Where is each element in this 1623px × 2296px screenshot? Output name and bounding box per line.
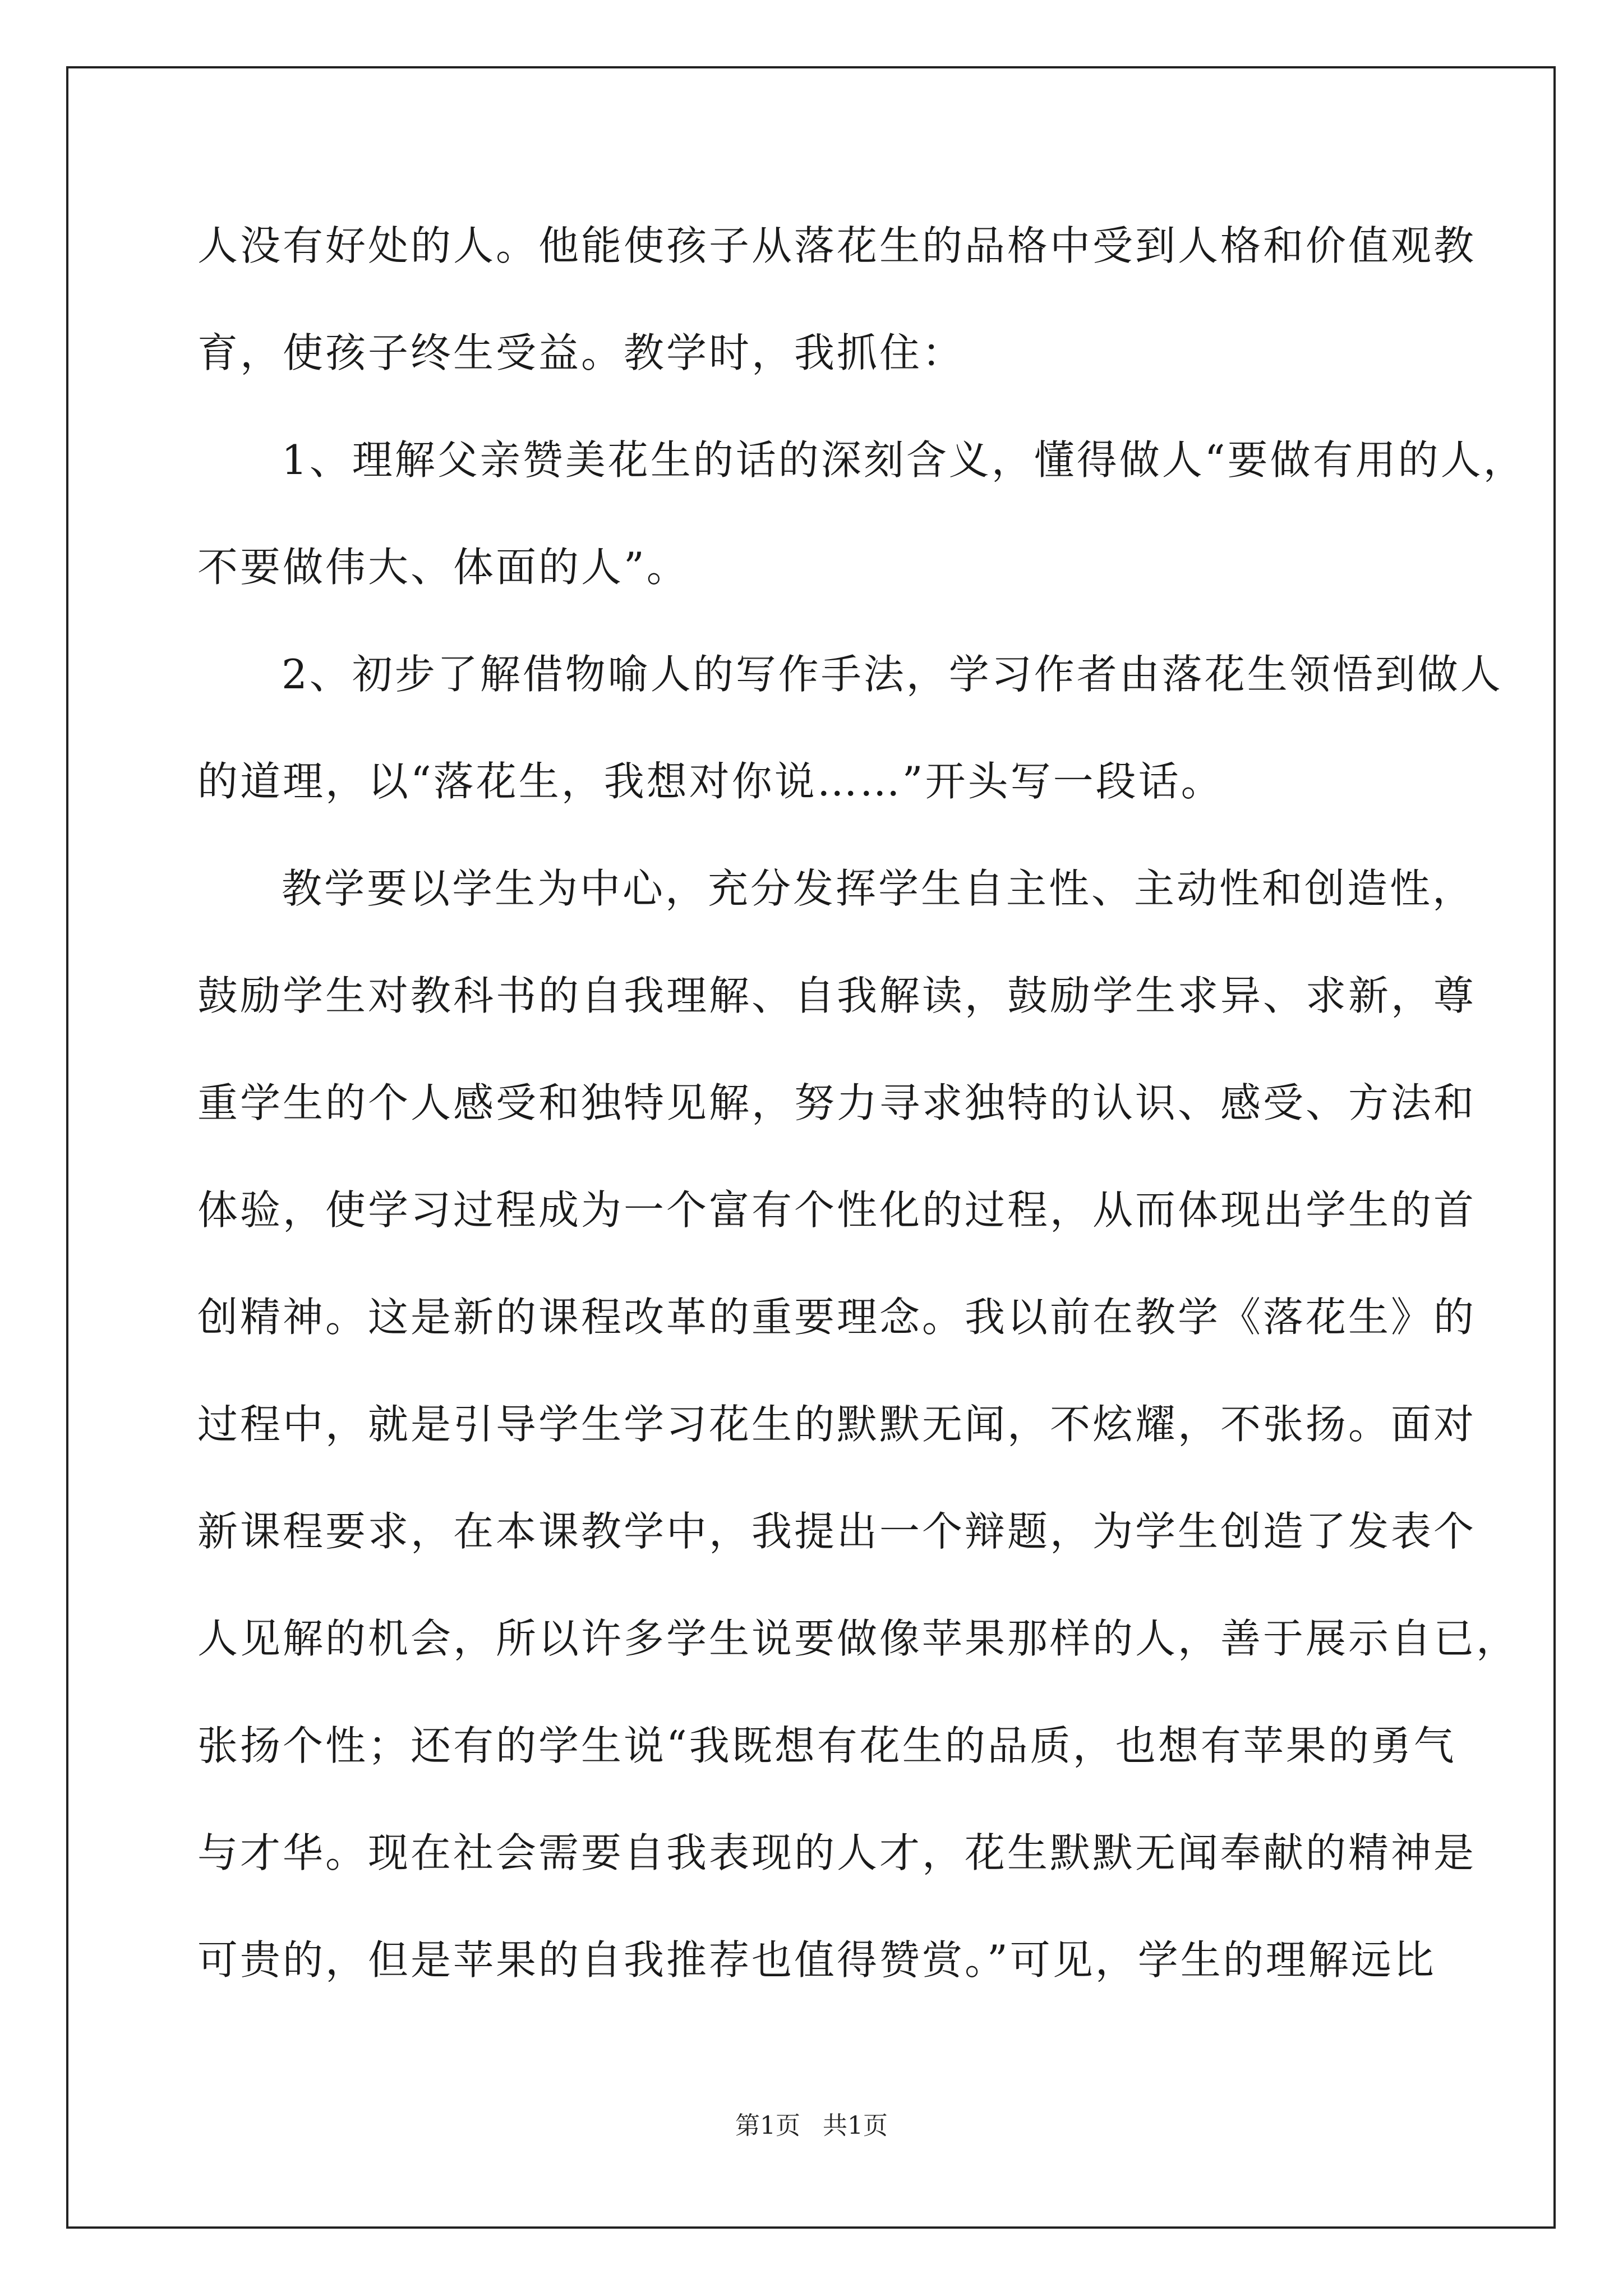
text-line: 过程中，就是引导学生学习花生的默默无闻，不炫耀，不张扬。面对 [197,1401,1477,1448]
text-line: 的道理，以“落花生，我想对你说……”开头写一段话。 [197,758,1224,805]
document-body [197,219,1526,2040]
text-line: 创精神。这是新的课程改革的重要理念。我以前在教学《落花生》的 [197,1294,1477,1341]
text-line: 重学生的个人感受和独特见解，努力寻求独特的认识、感受、方法和 [197,1079,1477,1126]
page-total: 共1页 [823,2111,888,2140]
text-line: 人见解的机会，所以许多学生说要做像苹果那样的人，善于展示自已， [197,1615,1519,1662]
page-number: 第1页 [735,2111,800,2140]
text-line: 体验，使学习过程成为一个富有个性化的过程，从而体现出学生的首 [197,1186,1477,1234]
text-line: 鼓励学生对教科书的自我理解、自我解读，鼓励学生求异、求新，尊 [197,972,1477,1019]
text-line: 不要做伟大、体面的人”。 [197,544,689,591]
text-line: 教学要以学生为中心，充分发挥学生自主性、主动性和创造性， [282,865,1476,912]
text-line: 与才华。现在社会需要自我表现的人才，花生默默无闻奉献的精神是 [197,1829,1477,1876]
text-line: 可贵的，但是苹果的自我推荐也值得赞赏。”可见，学生的理解远比 [197,1936,1436,1984]
text-line: 新课程要求，在本课教学中，我提出一个辩题，为学生创造了发表个 [197,1508,1477,1555]
text-line: 1、理解父亲赞美花生的话的深刻含义，懂得做人“要做有用的人， [282,436,1526,484]
text-line: 张扬个性；还有的学生说“我既想有花生的品质，也想有苹果的勇气 [197,1722,1456,1769]
page-footer [0,2109,1623,2143]
text-line: 2、初步了解借物喻人的写作手法，学习作者由落花生领悟到做人 [282,651,1503,698]
text-line: 人没有好处的人。他能使孩子从落花生的品格中受到人格和价值观教 [197,222,1477,269]
text-line: 育，使孩子终生受益。教学时，我抓住： [197,329,965,376]
